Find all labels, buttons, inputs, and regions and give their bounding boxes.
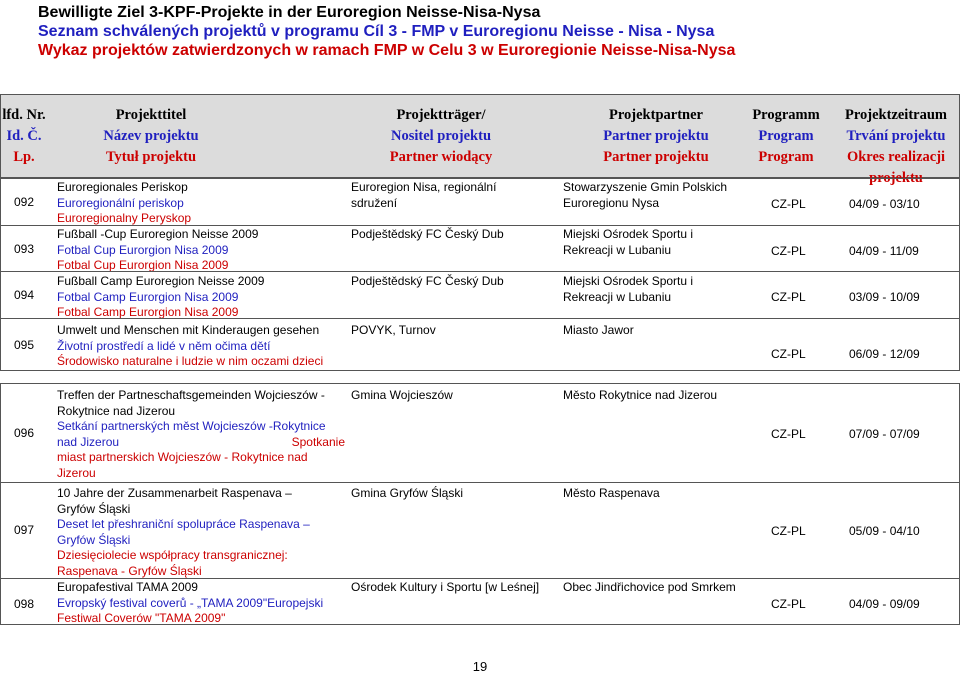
table-row: 096 Treffen der Partneschaftsgemeinden Wojcieszów - Rokytnice nad Jizerou Setkání partnerských měst Wojcieszów -Rokytnice nad Jizerou Spotkanie miast partnerskich Wojcieszów - Rokytnice nad Jizerou Gmina Wojcieszów Město Rokytnice nad Jizerou CZ-PL 07/09 - 07/09 xyxy=(13,388,920,480)
title-polish: Wykaz projektów zatwierdzonych w ramach FMP w Celu 3 w Euroregionie Neisse-Nisa-Nysa xyxy=(38,42,736,59)
project-table-lower xyxy=(0,383,960,625)
header-period: Projektzeitraum Trvání projektu Okres realizacji projektu xyxy=(845,107,947,186)
header-title: Projekttitel Název projektu Tytuł projektu xyxy=(103,107,199,165)
title-german: Bewilligte Ziel 3-KPF-Projekte in der Euroregion Neisse-Nisa-Nysa xyxy=(38,4,541,21)
title-czech: Seznam schválených projektů v programu Cíl 3 - FMP v Euroregionu Neisse - Nisa - Nysa xyxy=(38,23,715,40)
table-row: 097 10 Jahre der Zusammenarbeit Raspenava – Gryfów Śląski Deset let přeshraniční spolupráce Raspenava – Gryfów Śląski Dziesięciolecie współpracy transgranicznej: Raspenava - Gryfów Śląski Gmina Gryfów Śląski Město Raspenava CZ-PL 05/09 - 04/10 xyxy=(1,482,959,579)
document-titles xyxy=(38,3,735,60)
table-row: 093 Fußball -Cup Euroregion Neisse 2009 Fotbal Cup Eurorgion Nisa 2009 Fotbal Cup Eurorgion Nisa 2009 Podještědský FC Český Dub Miejski Ośrodek Sportu i Rekreacji w Lubaniu CZ-PL 04/09 - 11/09 xyxy=(1,225,959,272)
header-nr: lfd. Nr. Id. Č. Lp. xyxy=(2,107,46,165)
header-partner: Projektpartner Partner projektu Partner projektu xyxy=(603,107,709,165)
table-row: 092 Euroregionales Periskop Euroregionální periskop Euroregionalny Peryskop Euroregion Nisa, regionální sdružení Stowarzyszenie Gmin Polskich Euroregionu Nysa CZ-PL 04/09 - 03/10 xyxy=(13,180,920,225)
project-table-upper xyxy=(0,178,960,371)
table-row: 098 Europafestival TAMA 2009 Evropský festival coverů - „TAMA 2009"Europejski Festiwal Coverów "TAMA 2009" Ośrodek Kultury i Sportu [w Leśnej] Obec Jindřichovice pod Smrkem CZ-PL 04/09 - 09/09 xyxy=(1,578,959,625)
header-lead-partner: Projektträger/ Nositel projektu Partner wiodący xyxy=(389,107,493,165)
table-header xyxy=(0,94,960,186)
page-number: 19 xyxy=(472,659,488,674)
table-row: 094 Fußball Camp Euroregion Neisse 2009 Fotbal Camp Eurorgion Nisa 2009 Fotbal Camp Eurorgion Nisa 2009 Podještědský FC Český Dub Miejski Ośrodek Sportu i Rekreacji w Lubaniu CZ-PL 03/09 - 10/09 xyxy=(1,271,959,319)
header-programme: Programm Program Program xyxy=(752,107,820,165)
table-row: 095 Umwelt und Menschen mit Kinderaugen gesehen Životní prostředí a lidé v něm očima dětí Środowisko naturalne i ludzie w nim oczami dzieci POVYK, Turnov Miasto Jawor CZ-PL 06/09 - 12/09 xyxy=(1,318,959,371)
